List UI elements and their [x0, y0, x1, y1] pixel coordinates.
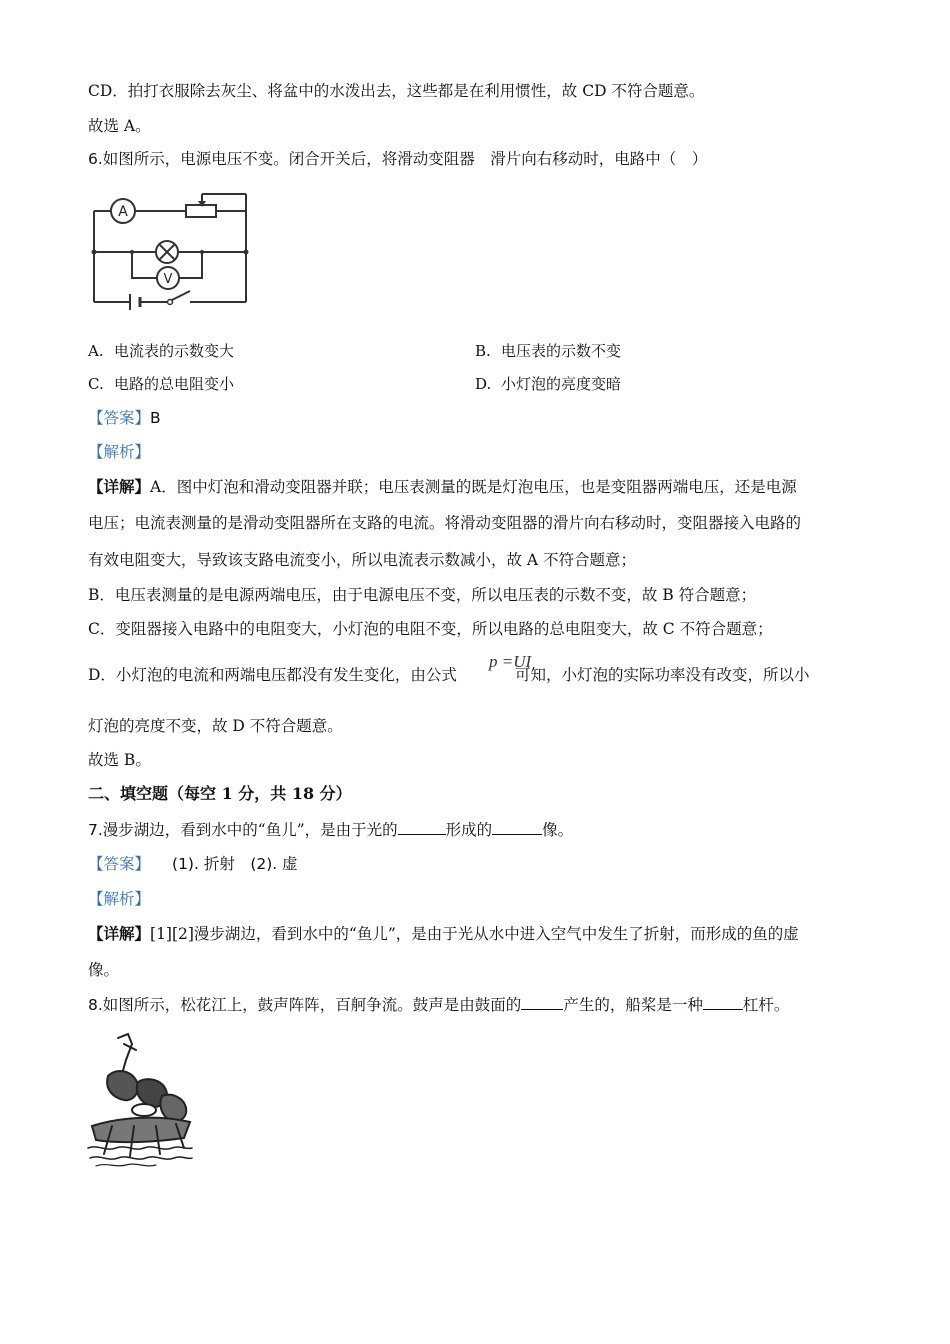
junction-voltmeter-left	[130, 250, 134, 254]
switch-blade-icon	[172, 291, 190, 300]
q7-analysis-label	[88, 888, 150, 910]
option-d[interactable]	[475, 373, 621, 395]
analysis-label: 【解析】	[88, 443, 151, 461]
water-wave-3	[96, 1164, 156, 1166]
question-7-text-c: 像。	[542, 821, 574, 839]
question-7-number: 7.	[88, 821, 103, 839]
question-8-blank-1[interactable]	[521, 993, 563, 1010]
q7-detail-line-2: 像。	[88, 961, 120, 979]
water-wave-1	[88, 1147, 192, 1149]
q6-answer-value: B	[150, 409, 161, 427]
q6-detail-line-4: B．电压表测量的是电源两端电压，由于电源电压不变，所以电压表的示数不变，故 B 符合题意；	[88, 586, 757, 604]
voltmeter-label: V	[163, 272, 173, 287]
power-formula: p =UI	[489, 652, 532, 671]
option-a[interactable]	[88, 340, 234, 362]
detail-label: 【详解】	[88, 477, 151, 496]
question-7-text-b: 形成的	[445, 821, 493, 839]
q6-detail-line-3: 有效电阻变大，导致该支路电流变小，所以电流表示数减小，故 A 不符合题意；	[88, 551, 637, 569]
detail-text-1: A．图中灯泡和滑动变阻器并联；电压表测量的既是灯泡电压，也是变阻器两端电压，还是电源	[150, 478, 797, 496]
question-6	[88, 148, 707, 170]
q6-detail-line-2: 电压；电流表测量的是滑动变阻器所在支路的电流。将滑动变阻器的滑片向右移动时，变阻器接入电路的	[88, 514, 802, 532]
dragon-boat-illustration	[86, 1030, 196, 1170]
question-8-text-a: 如图所示，松花江上，鼓声阵阵，百舸争流。鼓声是由鼓面的	[102, 996, 522, 1014]
wire-voltmeter-right	[179, 252, 202, 278]
q7-answer-label: 【答案】	[88, 855, 151, 873]
junction-left	[92, 250, 97, 255]
question-7-text-a: 漫步湖边，看到水中的“鱼儿”，是由于光的	[102, 821, 398, 839]
junction-right	[244, 250, 249, 255]
q7-detail-text-1: [1][2]漫步湖边，看到水中的“鱼儿”，是由于光从水中进入空气中发生了折射，而形成的鱼的虚	[150, 925, 799, 943]
question-6-stem: 如图所示，电源电压不变。闭合开关后，将滑动变阻器 滑片向右移动时，电路中（ ）	[102, 150, 708, 168]
q6-detail-line-5: C．变阻器接入电路中的电阻变大，小灯泡的电阻不变，所以电路的总电阻变大，故 C 不符合题意；	[88, 620, 773, 638]
q7-detail-label: 【详解】	[88, 924, 151, 943]
section-2-title: 二、填空题（每空 1 分，共 18 分）	[88, 784, 352, 803]
q7-analysis-label-text: 【解析】	[88, 890, 151, 908]
option-a-letter: A.	[88, 342, 104, 360]
question-7	[88, 818, 573, 841]
circuit-diagram	[86, 186, 252, 316]
option-b[interactable]	[475, 340, 621, 362]
q7-answer-value: (1). 折射 (2). 虚	[172, 855, 298, 873]
option-c-letter: C.	[88, 375, 104, 393]
detail-text-6b: 可知，小灯泡的实际功率没有改变，所以小	[514, 666, 810, 684]
question-8-text-c: 杠杆。	[742, 996, 790, 1014]
rower-body-1	[107, 1071, 138, 1100]
question-8	[88, 993, 789, 1016]
text-line-cd-explanation: CD．拍打衣服除去灰尘、将盆中的水泼出去，这些都是在利用惯性，故 CD 不符合题意。	[88, 82, 705, 100]
wire-voltmeter-left	[132, 252, 157, 278]
question-8-blank-2[interactable]	[703, 993, 743, 1010]
option-d-letter: D.	[475, 375, 492, 393]
q6-detail-line-6	[88, 664, 809, 686]
question-8-number: 8.	[88, 996, 103, 1014]
option-a-text: 电流表的示数变大	[114, 342, 235, 360]
raised-arm	[118, 1034, 132, 1074]
question-8-text-b: 产生的，船桨是一种	[563, 996, 703, 1014]
junction-voltmeter-right	[200, 250, 204, 254]
switch-pivot	[168, 300, 173, 305]
q6-answer-row	[88, 407, 161, 429]
q6-conclusion: 故选 B。	[88, 751, 151, 769]
ammeter-label: A	[118, 204, 128, 220]
question-6-number: 6.	[88, 150, 103, 168]
water-wave-2	[90, 1157, 192, 1159]
option-c[interactable]	[88, 373, 234, 395]
q7-detail-line-1	[88, 923, 799, 945]
answer-label: 【答案】	[88, 409, 151, 427]
q6-detail-line-1	[88, 476, 797, 498]
option-b-letter: B.	[475, 342, 491, 360]
boat-hull	[92, 1118, 190, 1143]
drum-icon	[132, 1104, 156, 1116]
q6-analysis-label	[88, 441, 150, 463]
option-c-text: 电路的总电阻变小	[114, 375, 235, 393]
detail-text-6a: D．小灯泡的电流和两端电压都没有发生变化，由公式	[88, 666, 457, 684]
question-7-blank-1[interactable]	[398, 818, 446, 835]
option-d-text: 小灯泡的亮度变暗	[501, 375, 622, 393]
text-line-choose-a: 故选 A。	[88, 117, 151, 135]
option-b-text: 电压表的示数不变	[501, 342, 622, 360]
rheostat-icon	[186, 205, 216, 217]
question-7-blank-2[interactable]	[492, 818, 542, 835]
q6-detail-line-7: 灯泡的亮度不变，故 D 不符合题意。	[88, 717, 343, 735]
q7-answer-row	[88, 853, 298, 875]
